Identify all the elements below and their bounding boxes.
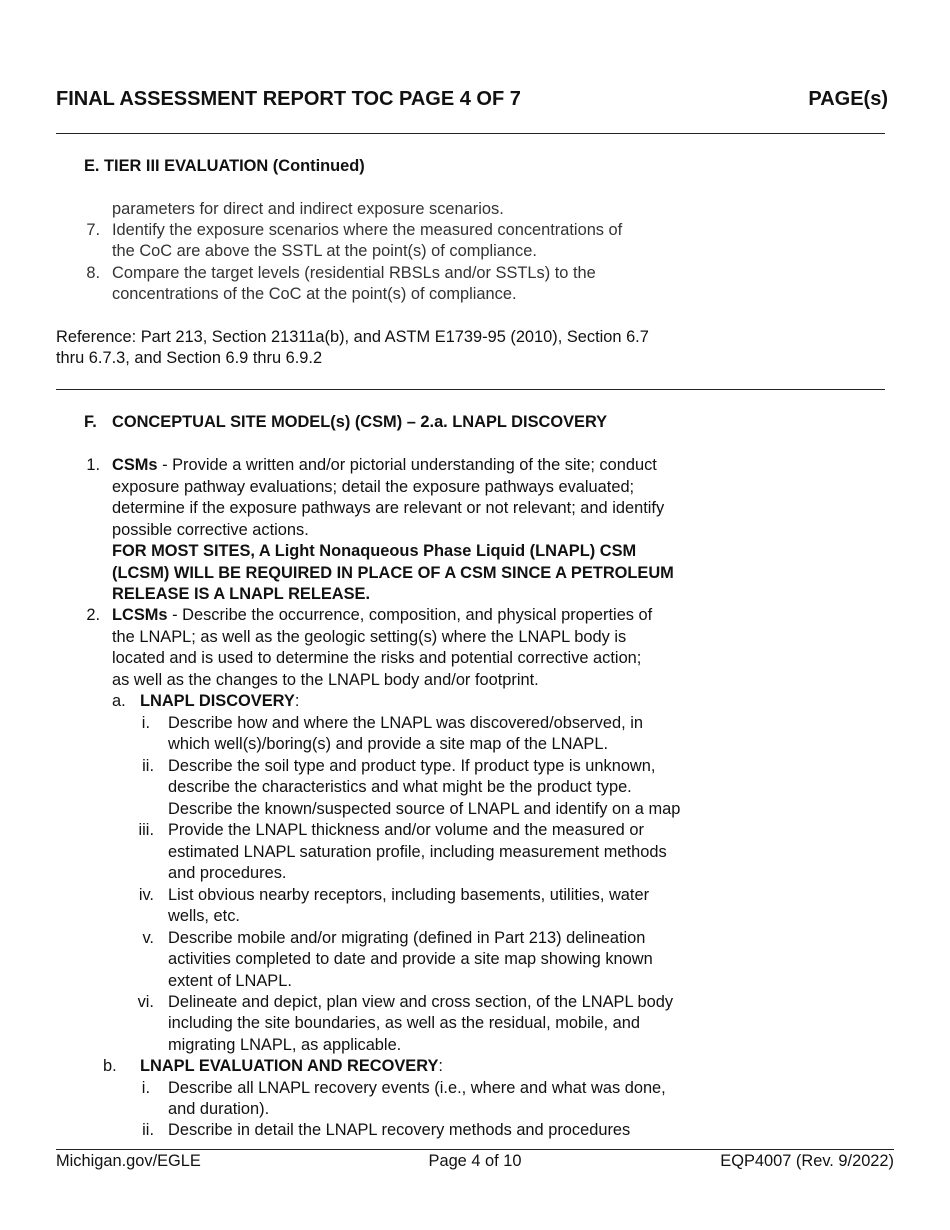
reference-line: Reference: Part 213, Section 21311a(b), and ASTM E1739-95 (2010), Section 6.7	[56, 328, 649, 346]
list-item-line: wells, etc.	[168, 907, 240, 925]
sub-letter: b.	[103, 1057, 117, 1075]
list-number: 8.	[86, 264, 100, 282]
section-f-heading: CONCEPTUAL SITE MODEL(s) (CSM) – 2.a. LNAPL DISCOVERY	[112, 413, 608, 431]
footer-divider	[56, 1149, 894, 1150]
page-title: FINAL ASSESSMENT REPORT TOC PAGE 4 OF 7	[56, 88, 521, 110]
list-item-line: migrating LNAPL, as applicable.	[168, 1036, 402, 1054]
list-item-line: extent of LNAPL.	[168, 972, 292, 990]
list-item-line: activities completed to date and provide a site map showing known	[168, 950, 653, 968]
list-item-line: the CoC are above the SSTL at the point(s) of compliance.	[112, 242, 537, 260]
list-item-line: Identify the exposure scenarios where the measured concentrations of	[112, 221, 623, 239]
sub-heading-discovery	[140, 691, 299, 712]
list-item-line: the LNAPL; as well as the geologic setting(s) where the LNAPL body is	[112, 628, 627, 646]
list-item-line: determine if the exposure pathways are relevant or not relevant; and identify	[112, 499, 665, 517]
header-divider	[56, 133, 885, 134]
list-item-line: Describe mobile and/or migrating (defined in Part 213) delineation	[168, 929, 646, 947]
list-number: 1.	[86, 456, 100, 474]
list-item-line	[112, 605, 652, 626]
sub-heading-colon: :	[294, 692, 300, 710]
notice-line: FOR MOST SITES, A Light Nonaqueous Phase Liquid (LNAPL) CSM	[112, 542, 637, 560]
list-item-line: estimated LNAPL saturation profile, including measurement methods	[168, 843, 667, 861]
list-item-line: concentrations of the CoC at the point(s) of compliance.	[112, 285, 517, 303]
list-item-line: and procedures.	[168, 864, 287, 882]
list-item-line: describe the characteristics and what might be the product type.	[168, 778, 632, 796]
list-item-line: which well(s)/boring(s) and provide a site map of the LNAPL.	[168, 735, 609, 753]
list-item-line: Delineate and depict, plan view and cross section, of the LNAPL body	[168, 993, 674, 1011]
section-f-letter: F.	[84, 413, 97, 431]
list-item-line	[112, 455, 657, 476]
term-description: - Provide a written and/or pictorial understanding of the site; conduct	[157, 456, 657, 474]
list-item-line: Describe in detail the LNAPL recovery methods and procedures	[168, 1121, 631, 1139]
notice-line: (LCSM) WILL BE REQUIRED IN PLACE OF A CSM SINCE A PETROLEUM	[112, 564, 674, 582]
list-item-line: Describe the known/suspected source of LNAPL and identify on a map	[168, 800, 681, 818]
section-e-heading: E. TIER III EVALUATION (Continued)	[84, 157, 365, 175]
list-item-line: Describe the soil type and product type. If product type is unknown,	[168, 757, 656, 775]
list-item-line: Provide the LNAPL thickness and/or volume and the measured or	[168, 821, 644, 839]
list-item-line: as well as the changes to the LNAPL body and/or footprint.	[112, 671, 539, 689]
roman-numeral: v.	[142, 929, 154, 947]
term-csms: CSMs	[112, 456, 158, 474]
list-item-line: and duration).	[168, 1100, 270, 1118]
sub-letter: a.	[112, 692, 126, 710]
section-divider	[56, 389, 885, 390]
roman-numeral: vi.	[137, 993, 154, 1011]
footer-page-number: Page 4 of 10	[428, 1152, 522, 1170]
sub-heading-title: LNAPL EVALUATION AND RECOVERY	[140, 1057, 439, 1075]
list-item-line: located and is used to determine the risks and potential corrective action;	[112, 649, 642, 667]
roman-numeral: ii.	[142, 1121, 154, 1139]
term-description: - Describe the occurrence, composition, and physical properties of	[167, 606, 653, 624]
sub-heading-colon: :	[438, 1057, 443, 1075]
page-column-label: PAGE(s)	[808, 88, 888, 110]
roman-numeral: i.	[141, 714, 150, 732]
roman-numeral: i.	[141, 1079, 150, 1097]
reference-line: thru 6.7.3, and Section 6.9 thru 6.9.2	[56, 349, 323, 367]
term-lcsms: LCSMs	[112, 606, 168, 624]
list-number: 7.	[86, 221, 100, 239]
notice-line: RELEASE IS A LNAPL RELEASE.	[112, 585, 371, 603]
list-item-line: possible corrective actions.	[112, 521, 309, 539]
list-item-line: Describe all LNAPL recovery events (i.e., where and what was done,	[168, 1079, 666, 1097]
roman-numeral: iii.	[138, 821, 154, 839]
list-item-line: List obvious nearby receptors, including basements, utilities, water	[168, 886, 650, 904]
list-item-line: including the site boundaries, as well as the residual, mobile, and	[168, 1014, 640, 1032]
list-number: 2.	[86, 606, 100, 624]
roman-numeral: iv.	[138, 886, 154, 904]
sub-heading-recovery	[140, 1056, 443, 1077]
section-e-continuation: parameters for direct and indirect exposure scenarios.	[112, 200, 504, 218]
footer-form-id: EQP4007 (Rev. 9/2022)	[720, 1152, 894, 1170]
footer-website: Michigan.gov/EGLE	[56, 1152, 201, 1170]
list-item-line: Compare the target levels (residential RBSLs and/or SSTLs) to the	[112, 264, 596, 282]
list-item-line: exposure pathway evaluations; detail the exposure pathways evaluated;	[112, 478, 635, 496]
sub-heading-title: LNAPL DISCOVERY	[140, 692, 295, 710]
roman-numeral: ii.	[142, 757, 154, 775]
list-item-line: Describe how and where the LNAPL was discovered/observed, in	[168, 714, 643, 732]
